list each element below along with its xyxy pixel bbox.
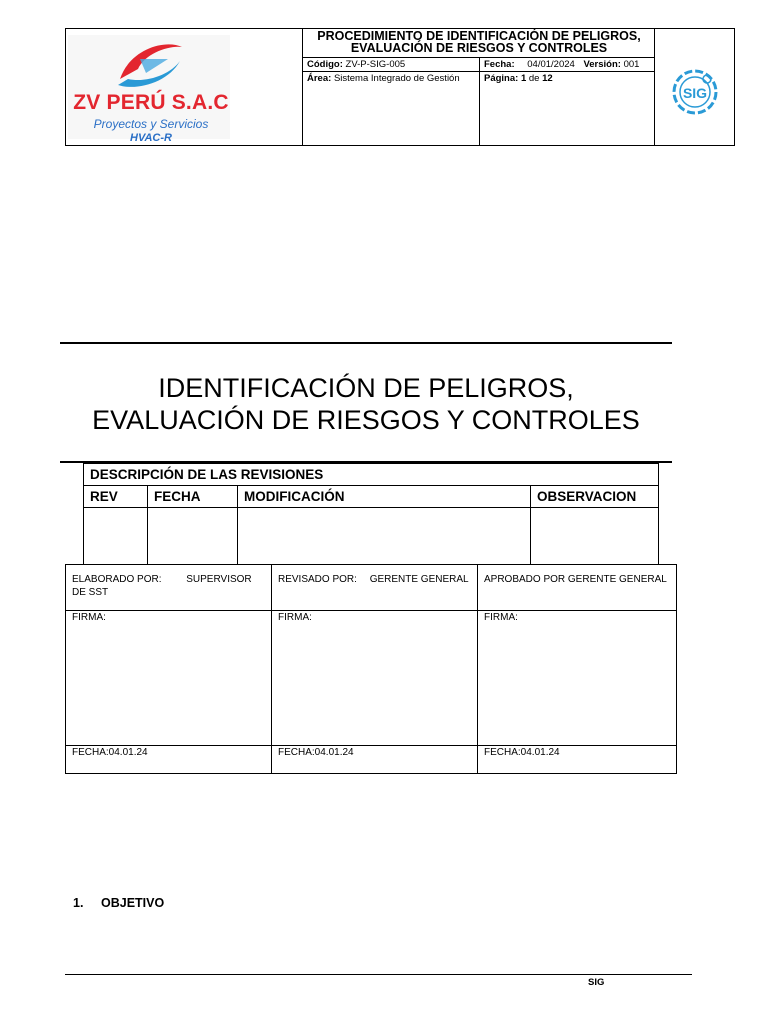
aprobado-role <box>478 565 676 611</box>
approval-column-revisado <box>272 565 478 773</box>
section-number: 1. <box>73 896 84 910</box>
revisions-header-row <box>84 486 658 508</box>
aprobado-label: APROBADO POR GERENTE GENERAL <box>484 574 667 585</box>
title-rule-top <box>60 342 672 344</box>
footer-rule <box>65 974 692 975</box>
aprobado-fecha: FECHA:04.01.24 <box>484 747 560 758</box>
elaborado-role <box>66 565 271 611</box>
approval-table <box>65 564 677 774</box>
fecha-version-cell <box>480 58 655 71</box>
rev-cell <box>84 508 148 564</box>
revisions-heading: DESCRIPCIÓN DE LAS REVISIONES <box>84 464 658 486</box>
observacion-column-header: OBSERVACION <box>537 489 637 504</box>
swoosh-logo-icon <box>110 39 190 89</box>
company-subline: HVAC-R <box>130 132 172 144</box>
pagina-cell <box>480 72 655 145</box>
revisado-role <box>272 565 477 611</box>
fecha-column-header: FECHA <box>148 486 238 507</box>
revisado-fecha: FECHA:04.01.24 <box>278 747 354 758</box>
document-header <box>65 28 735 146</box>
observacion-cell <box>531 508 658 564</box>
sig-logo-cell <box>655 29 734 145</box>
pagina-current: 1 <box>520 73 527 84</box>
main-title-line2: EVALUACIÓN DE RIESGOS Y CONTROLES <box>92 405 640 435</box>
revisions-empty-row <box>84 508 658 564</box>
elaborado-firma: FIRMA: <box>66 611 271 746</box>
modificacion-column-header: MODIFICACIÓN <box>238 486 531 507</box>
footer-text: SIG <box>588 977 605 988</box>
sig-logo-text: SIG <box>682 85 708 101</box>
revisado-value: GERENTE GENERAL <box>369 574 469 585</box>
document-title-line1: PROCEDIMIENTO DE IDENTIFICACIÓN DE PELIGROS, <box>317 29 641 43</box>
header-info-cell <box>303 29 655 145</box>
version-value: 001 <box>623 59 640 70</box>
modificacion-cell <box>238 508 531 564</box>
elaborado-fecha: FECHA:04.01.24 <box>72 747 148 758</box>
fecha-label: Fecha: <box>484 59 515 70</box>
company-name: ZV PERÚ S.A.C <box>73 91 229 114</box>
aprobado-firma: FIRMA: <box>478 611 676 746</box>
revisions-table <box>83 463 659 565</box>
fecha-value: 04/01/2024 <box>527 59 575 70</box>
codigo-label: Código: <box>307 59 343 70</box>
pagina-label: Página: <box>484 73 519 84</box>
pagina-total: 12 <box>542 73 553 84</box>
company-logo-cell <box>66 29 303 145</box>
version-label: Versión: <box>583 59 621 70</box>
company-logo <box>68 35 230 144</box>
sig-gear-icon <box>669 67 721 117</box>
approval-column-aprobado <box>478 565 676 773</box>
rev-column-header: REV <box>84 486 148 507</box>
revisado-firma: FIRMA: <box>272 611 477 746</box>
document-title <box>303 29 655 58</box>
main-title-line1: IDENTIFICACIÓN DE PELIGROS, <box>158 373 574 403</box>
pagina-of: de <box>528 73 540 84</box>
section-title: OBJETIVO <box>101 896 165 910</box>
area-cell <box>303 72 480 145</box>
elaborado-value: SUPERVISOR DE SST <box>72 574 252 598</box>
header-row-area <box>303 72 655 145</box>
area-label: Área: <box>307 73 332 84</box>
codigo-value: ZV-P-SIG-005 <box>345 59 406 70</box>
header-row-code <box>303 58 655 72</box>
elaborado-label: ELABORADO POR: <box>72 574 162 585</box>
company-tagline: Proyectos y Servicios <box>93 117 209 131</box>
main-title <box>60 372 672 436</box>
codigo-cell <box>303 58 480 71</box>
area-value: Sistema Integrado de Gestión <box>333 73 460 84</box>
approval-column-elaborado <box>66 565 272 773</box>
revisado-label: REVISADO POR: <box>278 574 357 585</box>
document-title-line2: EVALUACIÓN DE RIESGOS Y CONTROLES <box>350 41 608 55</box>
fecha-cell <box>148 508 238 564</box>
